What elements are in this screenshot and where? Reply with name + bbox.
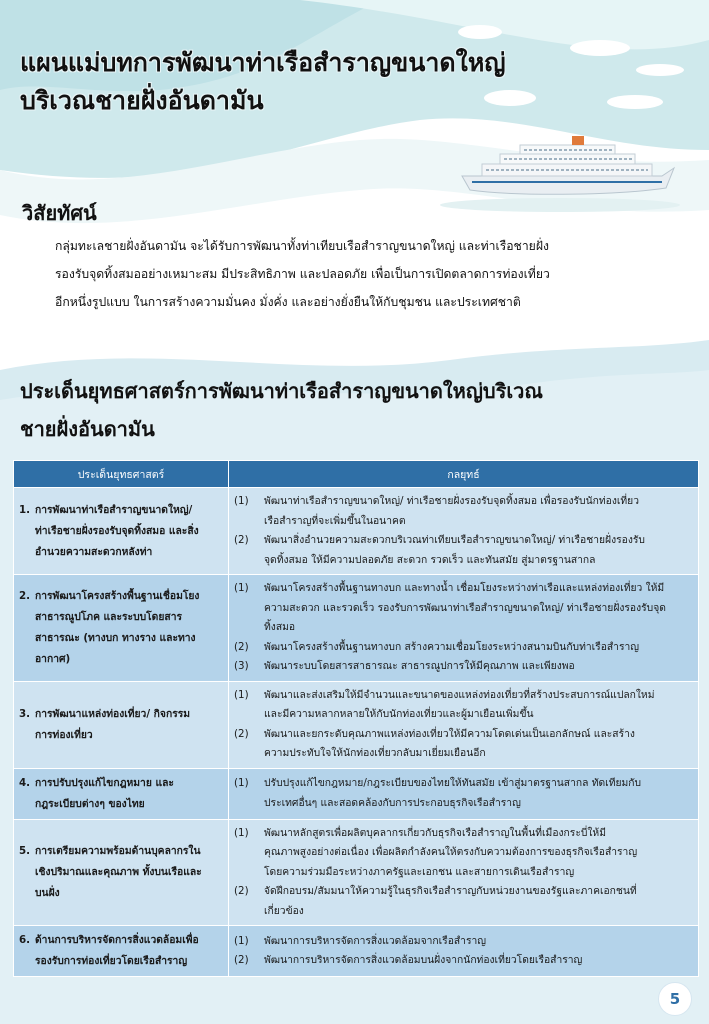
strategy-line: พัฒนาโครงสร้างพื้นฐานทางบก และทางน้ำ เชื่อมโยงระหว่างท่าเรือและแหล่งท่องเที่ยว ให้มี (264, 582, 665, 594)
strategy-item (234, 492, 693, 531)
strategy-item (234, 531, 693, 570)
strategy-line: จุดทิ้งสมอ ให้มีความปลอดภัย สะดวก รวดเร็ว และทันสมัย สู่มาตรฐานสากล (264, 553, 596, 566)
strategy-heading (20, 372, 700, 448)
strategy-marker: (1) (234, 495, 249, 507)
issue-cell (14, 926, 229, 977)
strategy-marker: (1) (234, 934, 249, 947)
issue-cell (14, 575, 229, 682)
strategy-text (264, 774, 693, 813)
issue-number: 4. (19, 776, 31, 789)
strategy-marker: (1) (234, 582, 249, 594)
strategy-cell (229, 488, 699, 575)
header-issue: ประเด็นยุทธศาสตร์ (14, 461, 229, 488)
table-row (14, 768, 699, 819)
issue-line: การปรับปรุงแก้ไขกฎหมาย และ (35, 776, 174, 789)
strategy-marker: (2) (234, 727, 249, 740)
strategy-text (264, 882, 693, 921)
strategy-item (234, 725, 693, 764)
strategy-item (234, 579, 693, 638)
vision-line: กลุ่มทะเลชายฝั่งอันดามัน จะได้รับการพัฒนาทั้งท่าเทียบเรือสำราญขนาดใหญ่ และท่าเรือชายฝั่ง (55, 239, 549, 253)
strategy-item (234, 774, 693, 813)
issue-number: 2. (19, 589, 31, 602)
strategy-cell (229, 681, 699, 768)
page-title-line2: บริเวณชายฝั่งอันดามัน (20, 86, 264, 115)
issue-line: บนฝั่ง (35, 886, 60, 899)
vision-line: อีกหนึ่งรูปแบบ ในการสร้างความมั่นคง มั่งคั่ง และอย่างยั่งยืนให้กับชุมชน และประเทศชาติ (55, 295, 521, 309)
issue-text (35, 930, 219, 972)
issue-line: อำนวยความสะดวกหลังท่า (35, 545, 153, 558)
issue-line: การพัฒนาแหล่งท่องเที่ยว/ กิจกรรม (35, 707, 191, 720)
issue-line: การท่องเที่ยว (35, 728, 93, 741)
strategy-text (264, 686, 693, 725)
strategy-marker: (1) (234, 777, 249, 789)
strategy-line: พัฒนาหลักสูตรเพื่อผลิตบุคลากรเกี่ยวกับธุรกิจเรือสำราญในพื้นที่เมืองกระบี่ให้มี (264, 826, 606, 839)
issue-line: สาธารณะ (ทางบก ทางราง และทาง (35, 631, 196, 644)
strategy-line: ปรับปรุงแก้ไขกฎหมาย/กฎระเบียบของไทยให้ทันสมัย เข้าสู่มาตรฐานสากล ทัดเทียมกับ (264, 777, 642, 789)
issue-line: กฎระเบียบต่างๆ ของไทย (35, 797, 145, 810)
issue-line: การเตรียมความพร้อมด้านบุคลากรใน (35, 844, 201, 857)
strategy-text (264, 725, 693, 764)
vision-line: รองรับจุดทิ้งสมออย่างเหมาะสม มีประสิทธิภาพ และปลอดภัย เพื่อเป็นการเปิดตลาดการท่องเที่ยว (55, 267, 550, 281)
table-row (14, 681, 699, 768)
issue-number: 5. (19, 844, 31, 857)
strategy-marker: (2) (234, 640, 249, 653)
table-row (14, 819, 699, 926)
strategy-line: ประเทศอื่นๆ และสอดคล้องกับการประกอบธุรกิจเรือสำราญ (264, 796, 521, 809)
strategy-text (264, 638, 693, 658)
strategy-text (264, 951, 693, 971)
strategy-cell (229, 926, 699, 977)
issue-text (35, 773, 219, 815)
strategy-line: และมีความหลากหลายให้กับนักท่องเที่ยวและผู้มาเยือนเพิ่มขึ้น (264, 708, 534, 720)
issue-line: สาธารณูปโภค และระบบโดยสาร (35, 610, 183, 623)
issue-number: 3. (19, 707, 31, 720)
issue-text (35, 704, 219, 746)
strategy-marker: (2) (234, 885, 249, 897)
strategy-item (234, 686, 693, 725)
issue-line: เชิงปริมาณและคุณภาพ ทั้งบนเรือและ (35, 865, 202, 878)
strategy-marker: (1) (234, 826, 249, 839)
strategy-table-body (14, 488, 699, 977)
issue-number: 6. (19, 934, 31, 946)
vision-paragraph (55, 232, 695, 316)
strategy-item (234, 951, 693, 971)
issue-line: ท่าเรือชายฝั่งรองรับจุดทิ้งสมอ และสิ่ง (35, 524, 199, 537)
strategy-line: พัฒนาสิ่งอำนวยความสะดวกบริเวณท่าเทียบเรือสำราญขนาดใหญ่/ ท่าเรือชายฝั่งรองรับ (264, 534, 645, 546)
strategy-text (264, 824, 693, 883)
issue-line: รองรับการท่องเที่ยวโดยเรือสำราญ (35, 955, 188, 967)
table-row (14, 488, 699, 575)
strategy-line: โดยความร่วมมือระหว่างภาครัฐและเอกชน และสายการเดินเรือสำราญ (264, 865, 575, 878)
page-title (20, 44, 620, 120)
strategy-text (264, 531, 693, 570)
strategy-item (234, 638, 693, 658)
issue-number: 1. (19, 503, 31, 516)
strategy-line: พัฒนาระบบโดยสารสาธารณะ สาธารณูปการให้มีคุณภาพ และเพียงพอ (264, 660, 575, 672)
strategy-line: พัฒนาและส่งเสริมให้มีจำนวนและขนาดของแหล่งท่องเที่ยวที่สร้างประสบการณ์แปลกใหม่ (264, 688, 655, 701)
strategy-text (264, 492, 693, 531)
page-title-line1: แผนแม่บทการพัฒนาท่าเรือสำราญขนาดใหญ่ (20, 48, 506, 77)
issue-line: อากาศ) (35, 652, 71, 665)
strategy-marker: (2) (234, 534, 249, 546)
issue-cell (14, 488, 229, 575)
strategy-cell (229, 768, 699, 819)
strategy-table (13, 460, 699, 977)
issue-cell (14, 681, 229, 768)
strategy-line: พัฒนาการบริหารจัดการสิ่งแวดล้อมบนฝั่งจากนักท่องเที่ยวโดยเรือสำราญ (264, 954, 583, 966)
strategy-line: พัฒนาและยกระดับคุณภาพแหล่งท่องเที่ยวให้มีความโดดเด่นเป็นเอกลักษณ์ และสร้าง (264, 727, 635, 740)
strategy-marker: (1) (234, 688, 249, 701)
strategy-heading-line2: ชายฝั่งอันดามัน (20, 417, 155, 441)
issue-line: ด้านการบริหารจัดการสิ่งแวดล้อมเพื่อ (35, 934, 199, 946)
strategy-line: จัดฝึกอบรม/สัมมนาให้ความรู้ในธุรกิจเรือสำราญกับหน่วยงานของรัฐและภาคเอกชนที่ (264, 885, 637, 897)
page-number: 5 (658, 982, 692, 1016)
vision-heading: วิสัยทัศน์ (22, 201, 97, 225)
strategy-line: เรือสำราญที่จะเพิ่มขึ้นในอนาคต (264, 514, 406, 527)
table-header-row (14, 461, 699, 488)
strategy-item (234, 932, 693, 952)
strategy-item (234, 882, 693, 921)
strategy-line: ความประทับใจให้นักท่องเที่ยวกลับมาเยี่ยมเยือนอีก (264, 747, 486, 759)
issue-text (35, 586, 219, 670)
strategy-item (234, 657, 693, 677)
issue-text (35, 841, 219, 904)
strategy-text (264, 657, 693, 677)
strategy-cell (229, 819, 699, 926)
table-row (14, 575, 699, 682)
issue-text (35, 500, 219, 563)
strategy-line: พัฒนาท่าเรือสำราญขนาดใหญ่/ ท่าเรือชายฝั่งรองรับจุดทิ้งสมอ เพื่อรองรับนักท่องเที่ยว (264, 495, 639, 507)
strategy-line: พัฒนาการบริหารจัดการสิ่งแวดล้อมจากเรือสำราญ (264, 934, 487, 947)
strategy-line: ความสะดวก และรวดเร็ว รองรับการพัฒนาท่าเรือสำราญขนาดใหญ่/ ท่าเรือชายฝั่งรองรับจุด (264, 601, 666, 614)
strategy-marker: (2) (234, 954, 249, 966)
strategy-line: คุณภาพสูงอย่างต่อเนื่อง เพื่อผลิตกำลังคนให้ตรงกับความต้องการของธุรกิจเรือสำราญ (264, 846, 638, 858)
table-row (14, 926, 699, 977)
strategy-item (234, 824, 693, 883)
issue-cell (14, 819, 229, 926)
strategy-text (264, 579, 693, 638)
strategy-line: เกี่ยวข้อง (264, 904, 304, 917)
issue-cell (14, 768, 229, 819)
issue-line: การพัฒนาโครงสร้างพื้นฐานเชื่อมโยง (35, 589, 200, 602)
strategy-marker: (3) (234, 660, 249, 672)
strategy-cell (229, 575, 699, 682)
cruise-ship-illustration (452, 126, 684, 206)
strategy-line: ทิ้งสมอ (264, 621, 296, 633)
header-strategy: กลยุทธ์ (229, 461, 699, 488)
strategy-heading-line1: ประเด็นยุทธศาสตร์การพัฒนาท่าเรือสำราญขนาดใหญ่บริเวณ (20, 379, 543, 403)
strategy-text (264, 932, 693, 952)
strategy-line: พัฒนาโครงสร้างพื้นฐานทางบก สร้างความเชื่อมโยงระหว่างสนามบินกับท่าเรือสำราญ (264, 640, 640, 653)
issue-line: การพัฒนาท่าเรือสำราญขนาดใหญ่/ (35, 503, 193, 516)
